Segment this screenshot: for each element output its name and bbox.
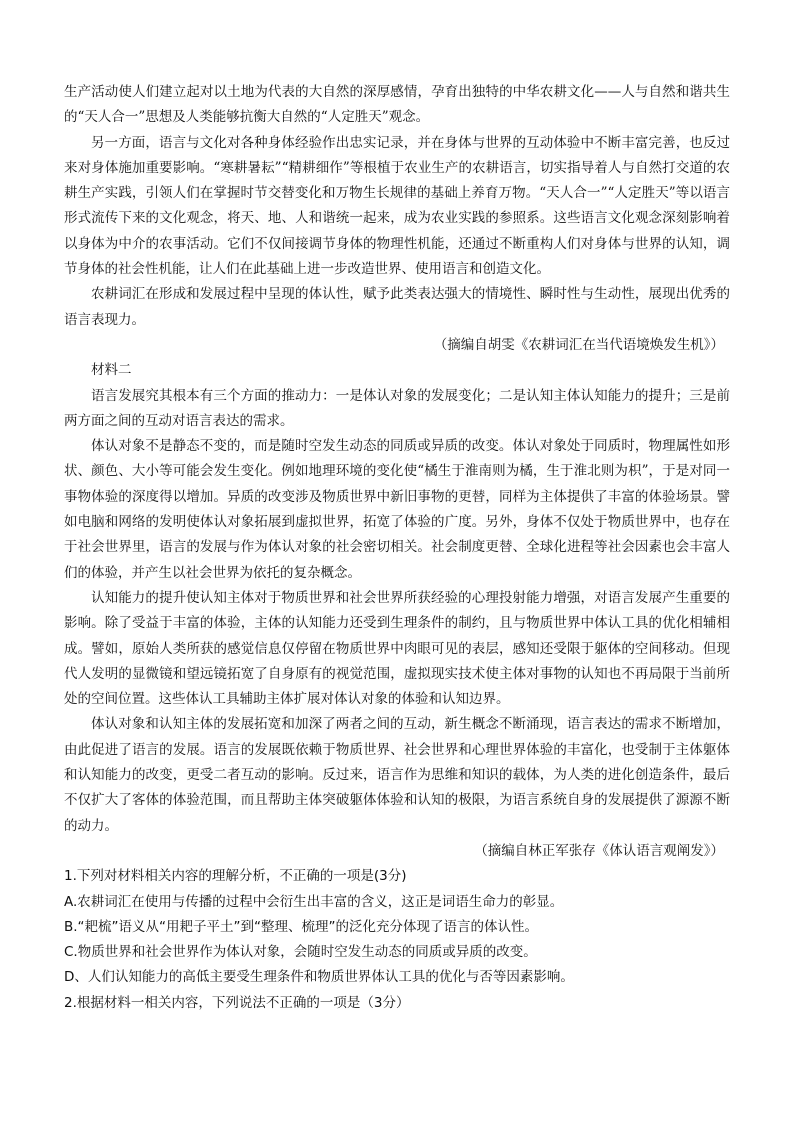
question-1-option-b: B.“耙梳”语义从“用耙子平土”到“整理、梳理”的泛化充分体现了语言的体认性。: [64, 918, 539, 935]
material2-paragraph-2: 体认对象不是静态不变的，而是随时空发生动态的同质或异质的改变。体认对象处于同质时，物理属性如形状、颜色、大小等可能会发生变化。例如地理环境的变化使“橘生于淮南则为橘，生于淮北则为枳”，于是对同一事物体验的深度得以增加。异质的改变涉及物质世界中新旧事物的更替，同样为主体提供了丰富的体验场景。譬如电脑和网络的发明使体认对象拓展到虚拟世界，拓宽了体验的广度。另外，身体不仅处于物质世界中，也存在于社会世界里，语言的发展与作为体认对象的社会密切相关。社会制度更替、全球化进程等社会因素也会丰富人们的体验，并产生以社会世界为依托的复杂概念。: [64, 438, 730, 581]
question-1-option-a: A.农耕词汇在使用与传播的过程中会衍生出丰富的含义，这正是词语生命力的彰显。: [64, 893, 564, 910]
question-1-option-d: D、人们认知能力的高低主要受生理条件和物质世界体认工具的优化与否等因素影响。: [64, 969, 574, 986]
question-1-stem: 1.下列对材料相关内容的理解分析，不正确的一项是(3分): [64, 868, 407, 885]
question-1-option-c: C.物质世界和社会世界作为体认对象，会随时空发生动态的同质或异质的改变。: [64, 944, 537, 961]
material1-paragraph-3: 农耕词汇在形成和发展过程中呈现的体认性，赋予此类表达强大的情境性、瞬时性与生动性，展现出优秀的语言表现力。: [64, 286, 730, 328]
material2-paragraph-3: 认知能力的提升使认知主体对于物质世界和社会世界所获经验的心理投射能力增强，对语言发展产生重要的影响。除了受益于丰富的体验，主体的认知能力还受到生理条件的制约，且与物质世界中体认工具的优化相辅相成。譬如，原始人类所获的感觉信息仅停留在物质世界中肉眼可见的表层，感知还受限于躯体的空间移动。但现代人发明的显微镜和望远镜拓宽了自身原有的视觉范围，虚拟现实技术使主体对事物的认知也不再局限于当前所处的空间位置。这些体认工具辅助主体扩展对体认对象的体验和认知边界。: [64, 589, 730, 708]
question-2-stem: 2.根据材料一相关内容，下列说法不正确的一项是（3分）: [64, 994, 410, 1011]
material2-source: （摘编自林正军张存《体认语言观阐发》）: [474, 842, 724, 859]
material2-label: 材料二: [91, 362, 132, 379]
material1-paragraph-continued: 生产活动使人们建立起对以土地为代表的大自然的深厚感情，孕育出独特的中华农耕文化——人与自然和谐共生的“天人合一”思想及人类能够抗衡大自然的“人定胜天”观念。: [64, 84, 730, 126]
material2-paragraph-4: 体认对象和认知主体的发展拓宽和加深了两者之间的互动，新生概念不断涌现，语言表达的需求不断增加，由此促进了语言的发展。语言的发展既依赖于物质世界、社会世界和心理世界体验的丰富化，也受制于主体躯体和认知能力的改变，更受二者互动的影响。反过来，语言作为思维和知识的载体，为人类的进化创造条件，最后不仅扩大了客体的体验范围，而且帮助主体突破躯体体验和认知的极限，为语言系统自身的发展提供了源源不断的动力。: [64, 716, 730, 834]
material2-paragraph-1: 语言发展究其根本有三个方面的推动力：一是体认对象的发展变化；二是认知主体认知能力的提升；三是前两方面之间的互动对语言表达的需求。: [64, 387, 730, 429]
material1-source: （摘编自胡雯《农耕词汇在当代语境焕发生机》）: [433, 336, 724, 353]
material1-paragraph-2: 另一方面，语言与文化对各种身体经验作出忠实记录，并在身体与世界的互动体验中不断丰富完善，也反过来对身体施加重要影响。“寒耕暑耘”“精耕细作”等根植于农业生产的农耕语言，切实指导着人与自然打交道的农耕生产实践，引领人们在掌握时节交替变化和万物生长规律的基础上养育万物。“天人合一”“人定胜天”等以语言形式流传下来的文化观念，将天、地、人和谐统一起来，成为农业实践的参照系。这些语言文化观念深刻影响着以身体为中介的农事活动。它们不仅间接调节身体的物理性机能，还通过不断重构人们对身体与世界的认知，调节身体的社会性机能，让人们在此基础上进一步改造世界、使用语言和创造文化。: [64, 134, 730, 278]
